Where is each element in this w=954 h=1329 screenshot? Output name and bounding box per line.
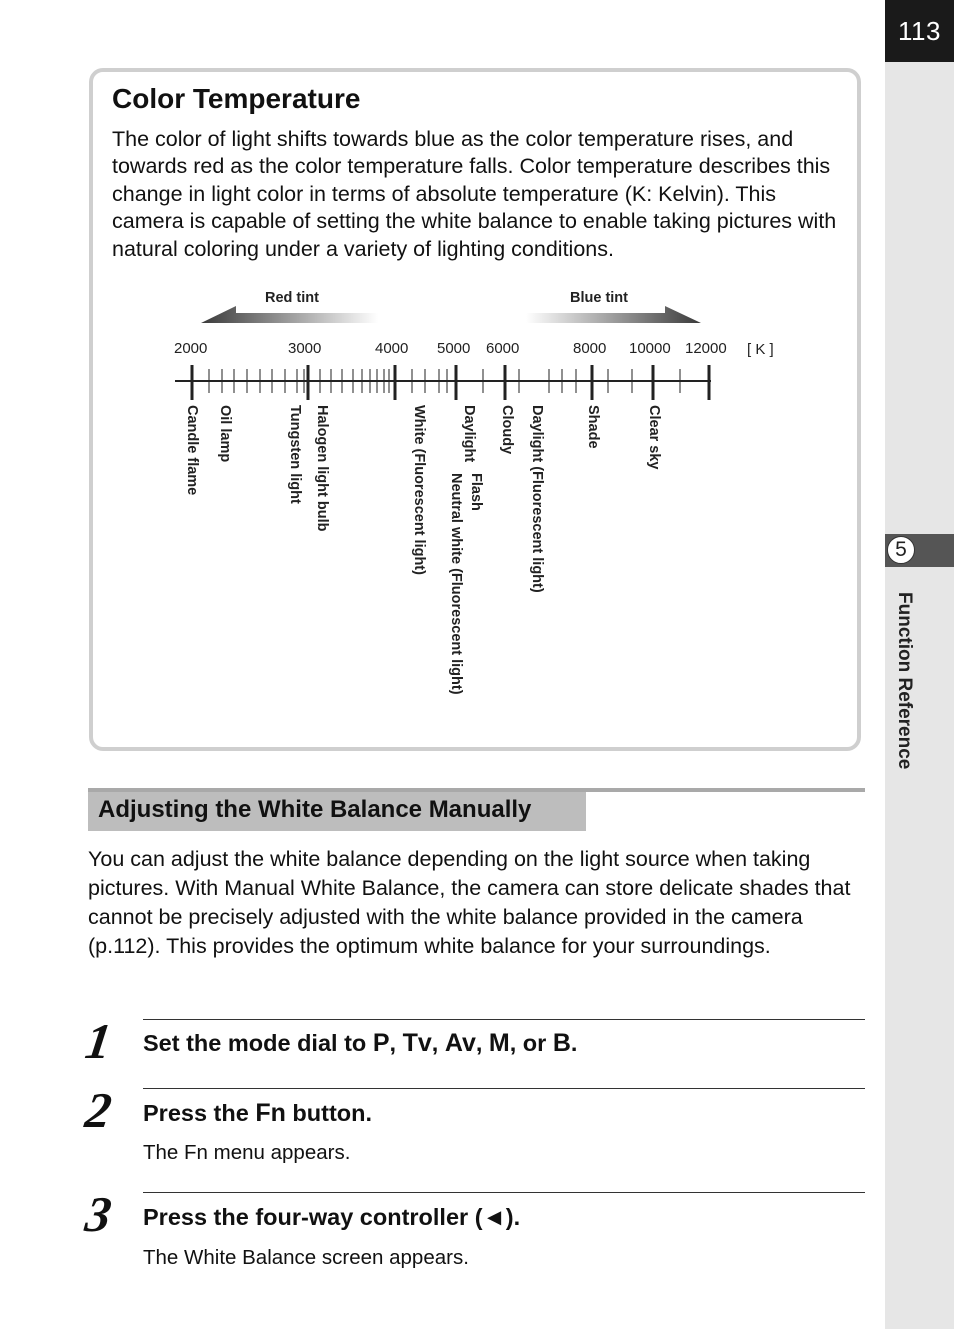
scale-label-3000: 3000 <box>288 340 322 357</box>
scale-label-10000: 10000 <box>629 340 671 357</box>
color-temperature-title: Color Temperature <box>112 83 361 114</box>
mode-av: Av <box>444 1029 476 1057</box>
scale-label-8000: 8000 <box>573 340 607 357</box>
step-1-title: Set the mode dial to P, Tv, Av, M, or B. <box>143 1029 578 1057</box>
light-daylight-fluorescent: Daylight (Fluorescent light) <box>529 405 545 593</box>
step-2-rule <box>143 1088 865 1089</box>
light-tungsten: Tungsten light <box>287 405 303 504</box>
step-3-number: 3 <box>82 1186 115 1242</box>
chapter-number: 5 <box>887 536 915 564</box>
light-halogen: Halogen light bulb <box>314 405 330 532</box>
light-clear-sky: Clear sky <box>646 405 662 470</box>
mode-m: M <box>488 1029 510 1057</box>
red-tint-arrow <box>201 306 378 323</box>
step-1-rule <box>143 1019 865 1020</box>
step-3-description: The White Balance screen appears. <box>143 1246 469 1269</box>
scale-label-6000: 6000 <box>486 340 520 357</box>
section-intro: You can adjust the white balance depending on the light source when taking pictures. With Manual White Balance, the camera can store delicate shades that cannot be precisely adjusted with the white balance provided in the camera (p.112). This provides the optimum white balance for your surroundings. <box>88 847 851 958</box>
scale-label-4000: 4000 <box>375 340 409 357</box>
page-number: 113 <box>885 0 954 62</box>
scale-unit: [ K ] <box>747 341 774 358</box>
scale-label-2000: 2000 <box>174 340 208 357</box>
light-cloudy: Cloudy <box>499 405 515 455</box>
step-2-title: Press the Fn button. <box>143 1099 373 1127</box>
step-1-number: 1 <box>82 1013 115 1069</box>
light-candle-flame: Candle flame <box>184 405 200 496</box>
mode-tv: Tv <box>402 1029 432 1057</box>
light-neutral-white-fluorescent: Neutral white (Fluorescent light) <box>448 473 464 695</box>
color-temperature-body: The color of light shifts towards blue as the color temperature rises, and towards red as the color temperature falls. Color temperature describes this change in light color in terms of absolute temperature (K: Kelvin). This camera is capable of setting the white balance to enable taking pictures with natural coloring under a variety of lighting conditions. <box>112 127 837 261</box>
mode-p: P <box>372 1029 390 1057</box>
step-3-title: Press the four-way controller (◄). <box>143 1204 521 1230</box>
step-2-number: 2 <box>82 1082 115 1138</box>
light-shade: Shade <box>585 405 601 449</box>
chapter-title: Function Reference <box>894 592 915 770</box>
scale-label-12000: 12000 <box>685 340 727 357</box>
scale-label-5000: 5000 <box>437 340 471 357</box>
mode-b: B <box>552 1029 571 1057</box>
section-title: Adjusting the White Balance Manually <box>98 796 532 823</box>
step-3-rule <box>143 1192 865 1193</box>
fn-button-glyph: Fn <box>255 1099 286 1127</box>
step-2-description: The Fn menu appears. <box>143 1141 351 1164</box>
light-flash: Flash <box>468 473 484 511</box>
light-oil-lamp: Oil lamp <box>217 405 233 463</box>
light-daylight: Daylight <box>461 405 477 463</box>
blue-tint-label: Blue tint <box>570 290 628 306</box>
red-tint-label: Red tint <box>265 290 319 306</box>
blue-tint-arrow <box>526 306 701 323</box>
light-white-fluorescent: White (Fluorescent light) <box>411 405 427 575</box>
